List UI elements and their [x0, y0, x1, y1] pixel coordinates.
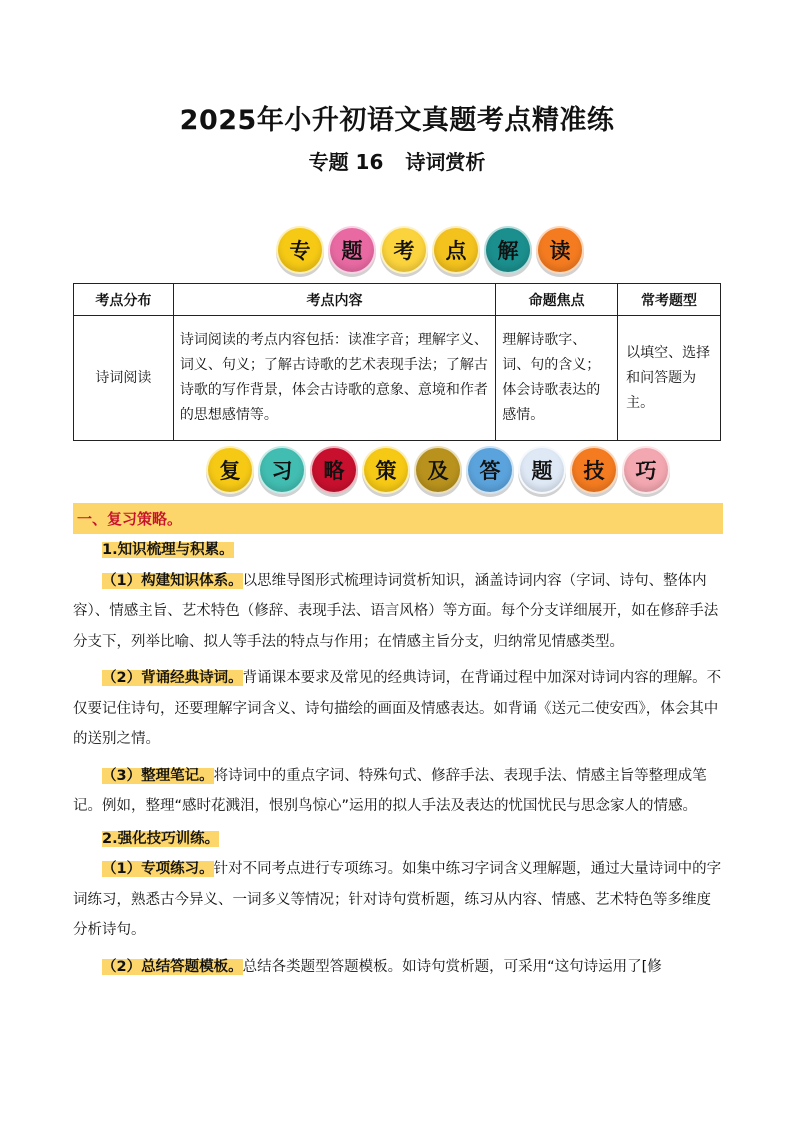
table-header-cell: 命题焦点 [496, 284, 618, 316]
banner-char-ball: 解 [484, 226, 532, 274]
banner-char-ball: 题 [328, 226, 376, 274]
paragraph [73, 663, 723, 755]
banner-char-ball: 复 [206, 446, 254, 494]
paragraph-label: （1）构建知识体系。 [102, 572, 243, 589]
banner-char-ball: 习 [258, 446, 306, 494]
paragraph-label: （2）总结答题模板。 [102, 958, 243, 975]
paragraph-text: 以思维导图形式梳理诗词赏析知识，涵盖诗词内容（字词、诗句、整体内容）、情感主旨、艺术特色（修辞、表现手法、语言风格）等方面。每个分支详细展开，如在修辞手法分支下，列举比喻、拟人等手法的特点与作用；在情感主旨分支，归纳常见情感类型。 [73, 572, 719, 650]
banner-char-ball: 考 [380, 226, 428, 274]
paragraph-text: 背诵课本要求及常见的经典诗词，在背诵过程中加深对诗词内容的理解。不仅要记住诗句，还要理解字词含义、诗句描绘的画面及情感表达。如背诵《送元二使安西》，体会其中的送别之情。 [73, 670, 722, 747]
banner-char-ball: 读 [536, 226, 584, 274]
table-cell-focus: 理解诗歌字、词、句的含义；体会诗歌表达的感情。 [496, 316, 618, 441]
page-title: 2025年小升初语文真题考点精准练 [179, 105, 615, 136]
paragraph [73, 952, 723, 983]
paragraph-label: （1）专项练习。 [102, 861, 214, 877]
table-header-row [74, 284, 721, 316]
subsection-heading: 1.知识梳理与积累。 [102, 542, 234, 558]
table-header-cell: 考点分布 [74, 284, 174, 316]
banner-char-ball: 专 [276, 226, 324, 274]
subsection-heading: 2.强化技巧训练。 [102, 830, 220, 847]
paragraph-text: 针对不同考点进行专项练习。如集中练习字词含义理解题，通过大量诗词中的字词练习，熟悉古今异义、一词多义等情况；针对诗句赏析题，练习从内容、情感、艺术特色等多维度分析诗句。 [73, 861, 722, 938]
paragraph-text: 总结各类题型答题模板。如诗句赏析题，可采用“这句诗运用了[修 [242, 958, 662, 975]
strategy-body [73, 535, 723, 982]
page-subtitle [0, 146, 794, 175]
paragraph-label: （2）背诵经典诗词。 [102, 670, 243, 686]
banner-char-ball: 巧 [622, 446, 670, 494]
table-cell-content: 诗词阅读的考点内容包括：读准字音；理解字义、词义、句义；了解古诗歌的艺术表现手法；了解古诗歌的写作背景，体会古诗歌的意象、意境和作者的思想感情等。 [173, 316, 495, 441]
banner-char-ball: 题 [518, 446, 566, 494]
table-header-cell: 常考题型 [618, 284, 721, 316]
banner-char-ball: 略 [310, 446, 358, 494]
banner-char-ball: 答 [466, 446, 514, 494]
subtitle-topic-number: 专题 16 [308, 150, 384, 174]
banner-char-ball: 点 [432, 226, 480, 274]
table-row [74, 316, 721, 441]
banner-char-ball: 及 [414, 446, 462, 494]
section-heading: 一、复习策略。 [77, 510, 183, 528]
banner-review-strategy [206, 446, 670, 494]
paragraph-text: 将诗词中的重点字词、特殊句式、修辞手法、表现手法、情感主旨等整理成笔记。例如，整理“感时花溅泪，恨别鸟惊心”运用的拟人手法及表达的忧国忧民与思念家人的情感。 [73, 767, 707, 814]
exam-point-table [73, 283, 721, 441]
paragraph [73, 761, 723, 822]
banner-char-ball: 策 [362, 446, 410, 494]
paragraph-label: （3）整理笔记。 [102, 767, 214, 784]
subtitle-topic-name: 诗词赏析 [405, 150, 486, 174]
banner-topic-analysis [276, 226, 584, 274]
paragraph [73, 854, 723, 946]
banner-char-ball: 技 [570, 446, 618, 494]
table-cell-distribution: 诗词阅读 [74, 316, 174, 441]
table-header-cell: 考点内容 [173, 284, 495, 316]
table-cell-types: 以填空、选择和问答题为主。 [618, 316, 721, 441]
paragraph [73, 566, 723, 658]
section-heading-bar [73, 503, 723, 534]
